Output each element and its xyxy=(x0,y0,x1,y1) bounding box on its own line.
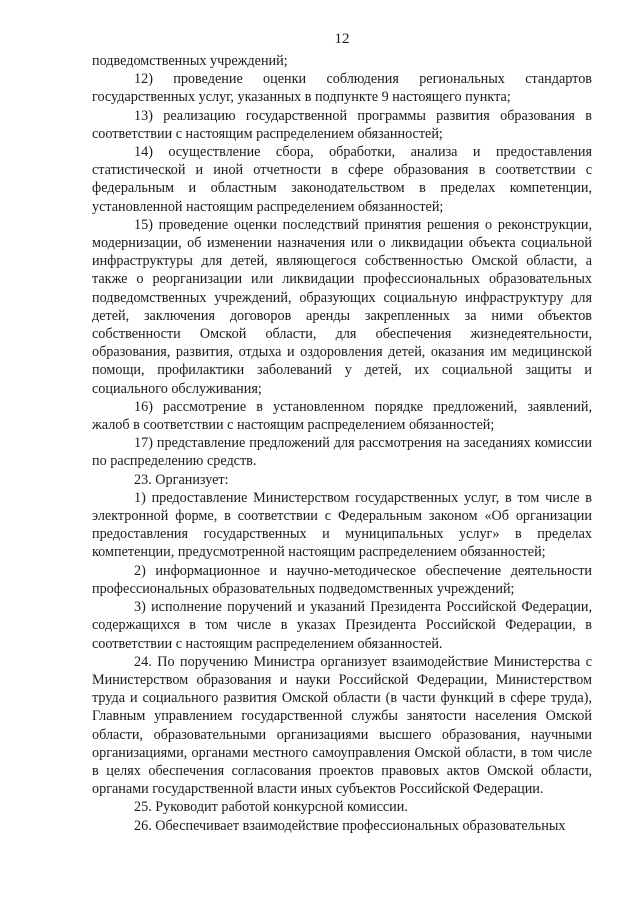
paragraph: 15) проведение оценки последствий принятия решения о реконструкции, модернизации, об изменении назначения или о ликвидации объекта социальной инфраструктуры для детей, являющегося собственностью Омской области, а также о реорганизации или ликвидации профессиональных образовательных подведомственных учреждений, образующих социальную инфраструктуру для детей, заключения договоров аренды закрепленных за ними объектов собственности Омской области, для обеспечения жизнедеятельности, образования, развития, отдыха и оздоровления детей, оказания им медицинской помощи, профилактики заболеваний у детей, их социальной защиты и социального обслуживания; xyxy=(92,216,592,397)
document-page xyxy=(92,30,592,835)
paragraph: 14) осуществление сбора, обработки, анализа и предоставления статистической и иной отчетности в сфере образования в соответствии с федеральным и областным законодательством в пределах компетенции, установленной настоящим распределением обязанностей; xyxy=(92,144,592,215)
paragraph: 12) проведение оценки соблюдения региональных стандартов государственных услуг, указанных в подпункте 9 настоящего пункта; xyxy=(92,71,592,106)
paragraph: 17) представление предложений для рассмотрения на заседаниях комиссии по распределению средств. xyxy=(92,435,592,470)
paragraph: 2) информационное и научно-методическое обеспечение деятельности профессиональных образовательных подведомственных учреждений; xyxy=(92,562,592,597)
paragraph: 16) рассмотрение в установленном порядке предложений, заявлений, жалоб в соответствии с настоящим распределением обязанностей; xyxy=(92,398,592,434)
paragraph: 3) исполнение поручений и указаний Президента Российской Федерации, содержащихся в том числе в указах Президента Российской Федерации, в соответствии с настоящим распределением обязанностей. xyxy=(92,599,592,652)
document-body xyxy=(92,52,592,835)
paragraph: подведомственных учреждений; xyxy=(92,53,288,69)
page-number: 12 xyxy=(334,31,350,47)
paragraph: 24. По поручению Министра организует взаимодействие Министерства с Министерством образования и науки Российской Федерации, Министерством труда и социального развития Омской области (в части функций в сфере труда), Главным управлением государственной службы занятости населения Омской области, образовательными организациями высшего образования, научными организациями, органами местного самоуправления Омской области, в том числе в целях обеспечения согласования проектов правовых актов Омской области, органами государственной власти иных субъектов Российской Федерации. xyxy=(92,653,592,798)
paragraph: 26. Обеспечивает взаимодействие профессиональных образовательных xyxy=(134,817,566,834)
paragraph: 13) реализацию государственной программы развития образования в соответствии с настоящим распределением обязанностей; xyxy=(92,107,592,142)
paragraph: 25. Руководит работой конкурсной комиссии. xyxy=(134,799,408,816)
paragraph: 23. Организует: xyxy=(134,471,229,488)
paragraph: 1) предоставление Министерством государственных услуг, в том числе в электронной форме, в соответствии с Федеральным законом «Об организации предоставления государственных и муниципальных услуг» в пределах компетенции, предусмотренной настоящим распределением обязанностей; xyxy=(92,489,592,561)
